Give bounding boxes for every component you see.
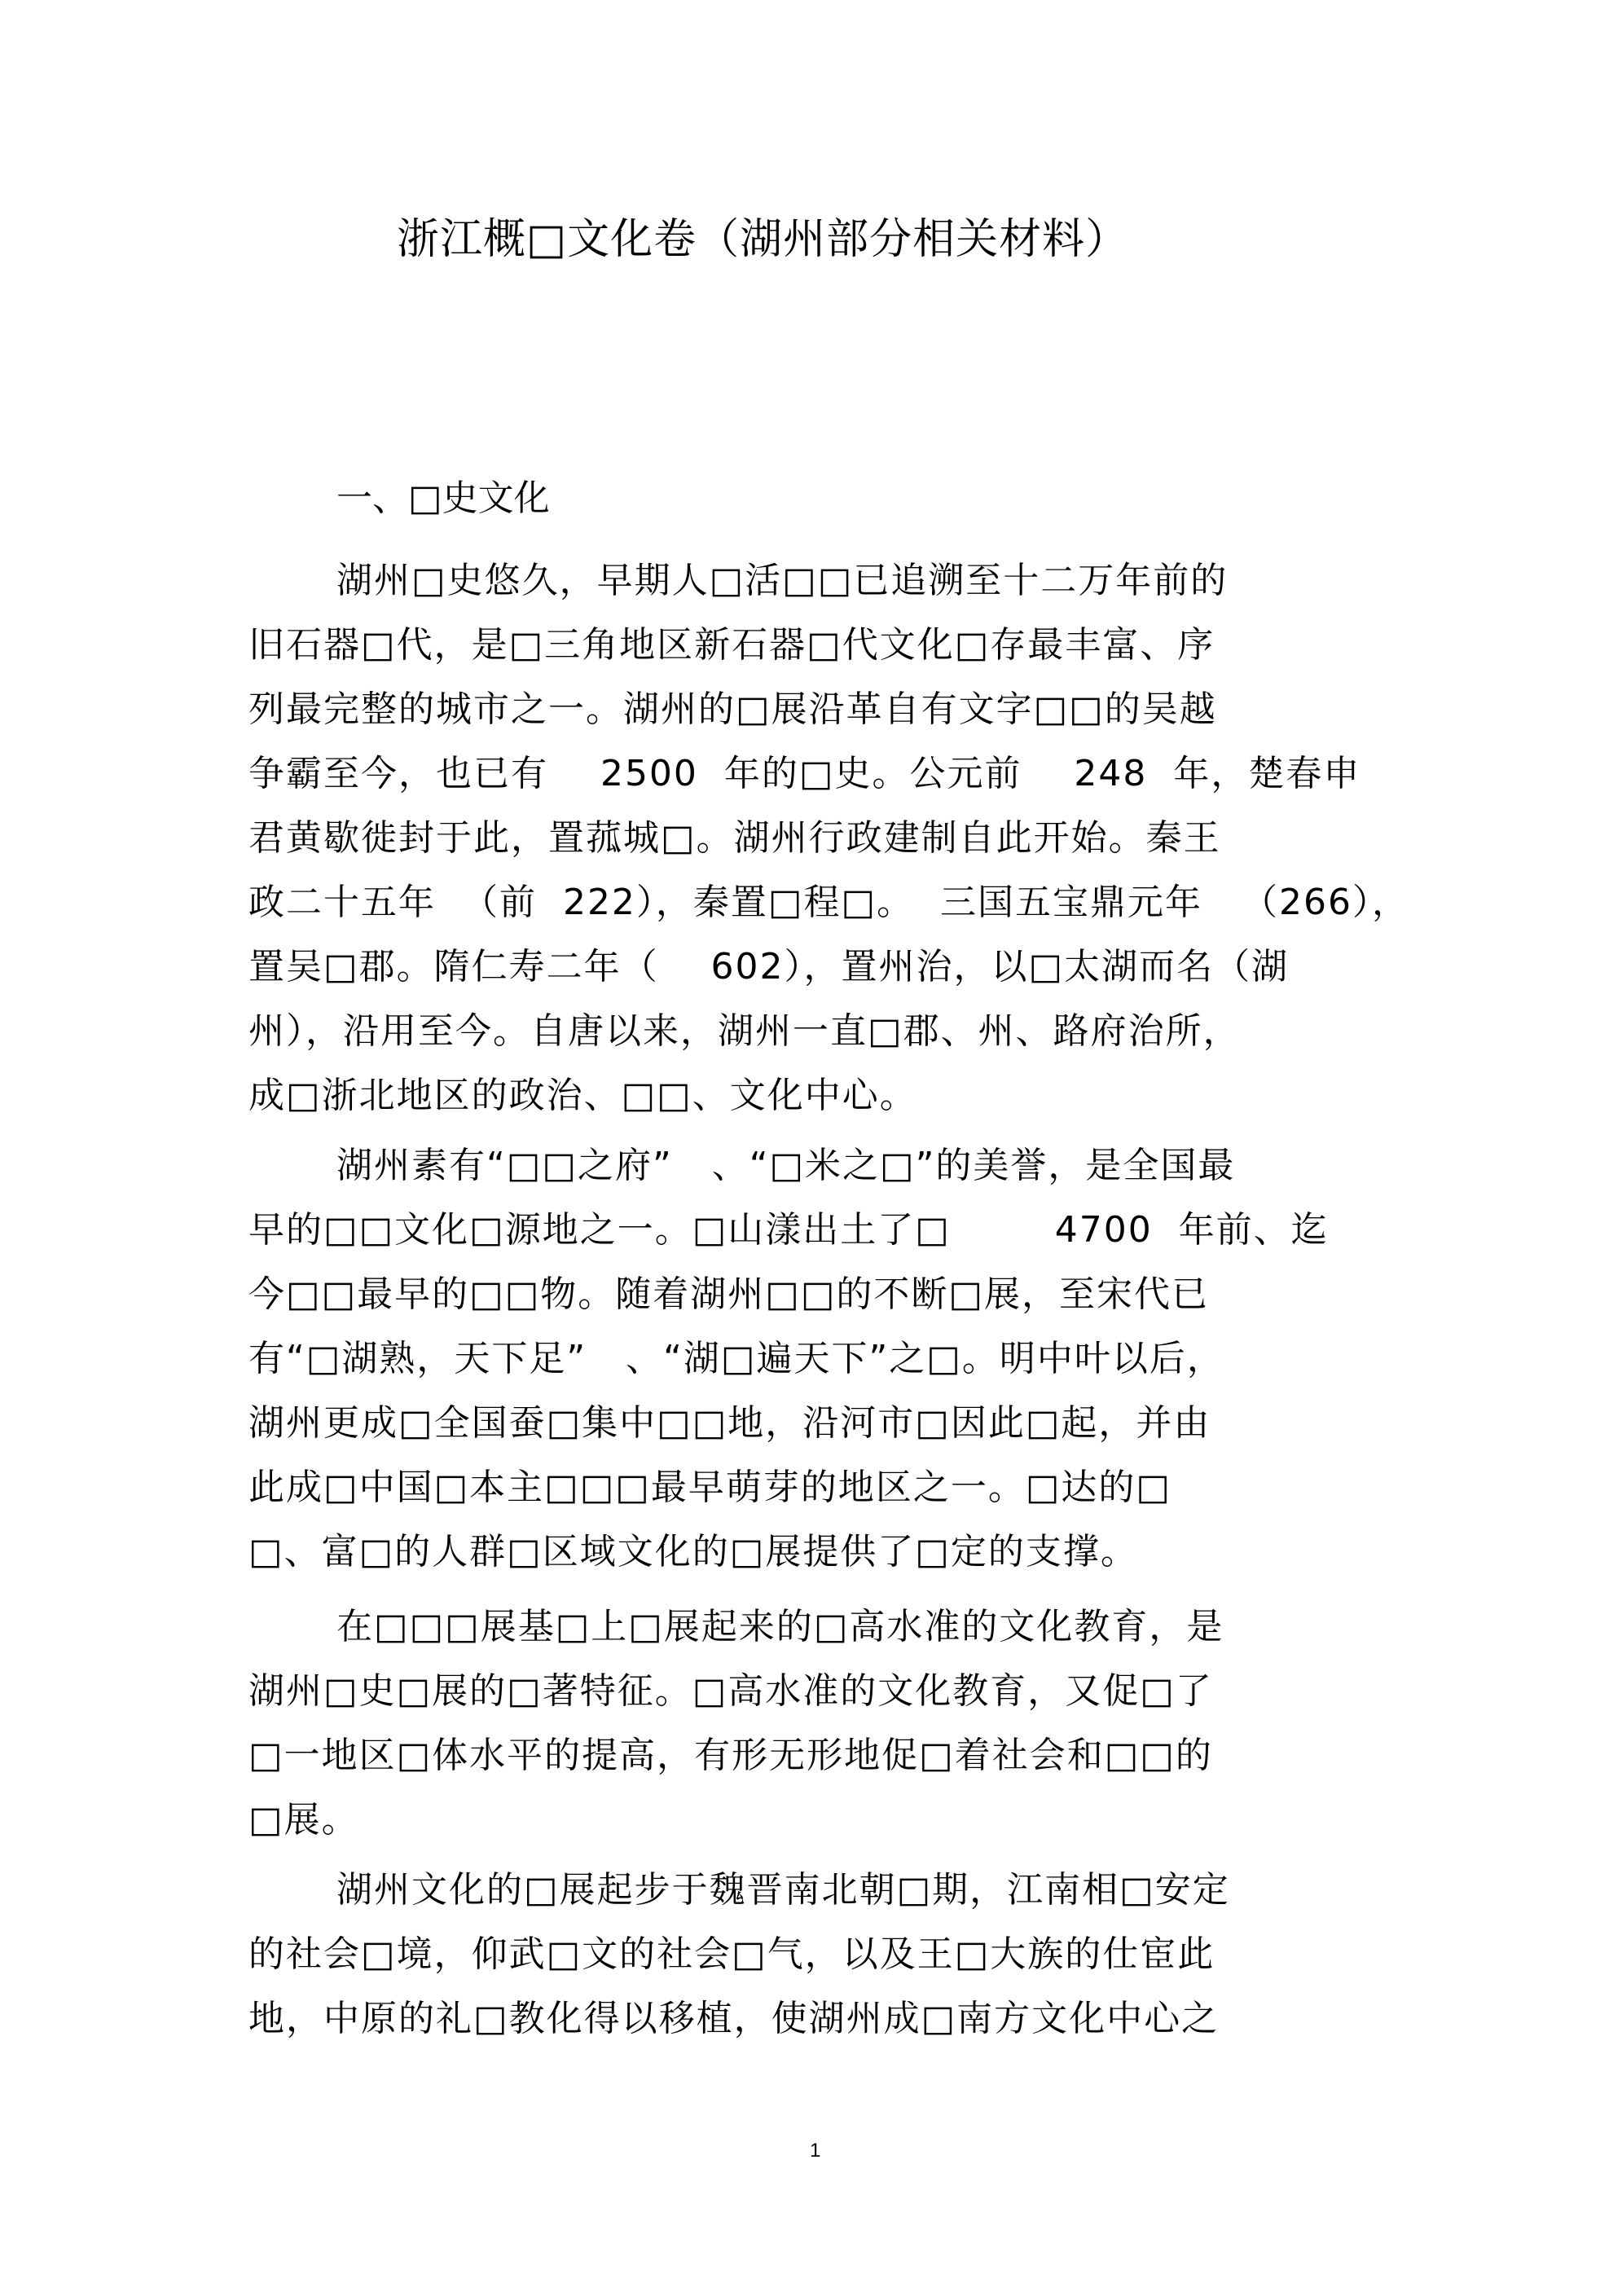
paragraph-line: 成□浙北地区的政治、□□、文化中心。 bbox=[248, 1075, 917, 1116]
paragraph-line: 列最完整的城市之一。湖州的□展沿革自有文字□□的吴越 bbox=[248, 688, 1217, 730]
paragraph-line: 旧石器□代，是□三角地区新石器□代文化□存最丰富、序 bbox=[248, 624, 1215, 666]
paragraph-line: 湖州□史□展的□著特征。□高水准的文化教育，又促□了 bbox=[248, 1670, 1213, 1712]
section-heading: 一、□史文化 bbox=[336, 477, 550, 519]
paragraph-line: 地，中原的礼□教化得以移植，使湖州成□南方文化中心之 bbox=[248, 1998, 1220, 2039]
paragraph-line: 早的□□文化□源地之一。□山漾出土了□ 4700 年前、迄 bbox=[248, 1209, 1329, 1251]
paragraph-line: 州），沿用至今。自唐以来，湖州一直□郡、州、路府治所， bbox=[248, 1010, 1241, 1052]
paragraph-line: 湖州□史悠久，早期人□活□□已追溯至十二万年前的 bbox=[336, 560, 1229, 601]
paragraph-line: □展。 bbox=[248, 1799, 359, 1841]
paragraph-line: 今□□最早的□□物。随着湖州□□的不断□展，至宋代已 bbox=[248, 1273, 1210, 1315]
paragraph-line: 湖州素有“□□之府” 、“□米之□”的美誉，是全国最 bbox=[336, 1145, 1236, 1186]
document-title: 浙江概□文化卷（湖州部分相关材料） bbox=[397, 215, 1129, 264]
paragraph-line: 政二十五年 （前 222），秦置□程□。 三国五宝鼎元年 （266）， bbox=[248, 882, 1409, 923]
paragraph-line: □一地区□体水平的提高，有形无形地促□着社会和□□的 bbox=[248, 1735, 1213, 1776]
paragraph-line: □、富□的人群□区域文化的□展提供了□定的支撑。 bbox=[248, 1531, 1138, 1572]
paragraph-line: 有“□湖熟，天下足” 、“湖□遍天下”之□。明中叶以后， bbox=[248, 1338, 1224, 1379]
paragraph-line: 在□□□展基□上□展起来的□高水准的文化教育，是 bbox=[336, 1606, 1224, 1647]
paragraph-line: 君黄歇徙封于此，置菰城□。湖州行政建制自此开始。秦王 bbox=[248, 817, 1221, 859]
paragraph-line: 的社会□境，仰武□文的社会□气，以及王□大族的仕宦此 bbox=[248, 1933, 1215, 1975]
paragraph-line: 争霸至今，也已有 2500 年的□史。公元前 248 年，楚春申 bbox=[248, 753, 1361, 794]
paragraph-line: 湖州更成□全国蚕□集中□□地，沿河市□因此□起，并由 bbox=[248, 1402, 1211, 1444]
page-number: 1 bbox=[810, 2140, 821, 2162]
paragraph-line: 此成□中国□本主□□□最早萌芽的地区之一。□达的□ bbox=[248, 1467, 1172, 1508]
paragraph-line: 置吴□郡。隋仁寿二年（ 602），置州治，以□太湖而名（湖 bbox=[248, 946, 1290, 987]
paragraph-line: 湖州文化的□展起步于魏晋南北朝□期，江南相□安定 bbox=[336, 1869, 1230, 1911]
